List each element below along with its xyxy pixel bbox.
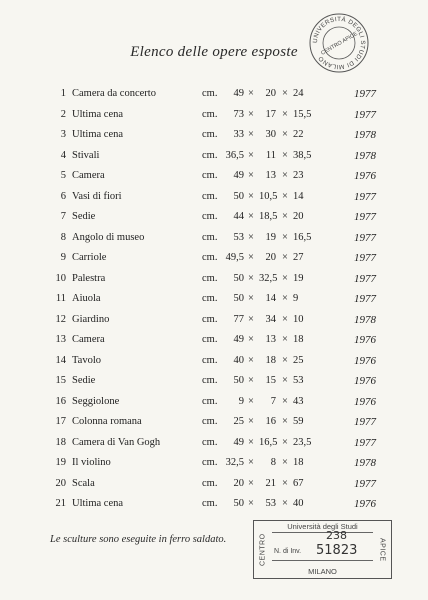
- work-year: 1976: [354, 375, 376, 387]
- times-sign: ×: [248, 170, 254, 181]
- work-number: 21: [55, 498, 66, 509]
- dimension-3: 27: [293, 252, 304, 263]
- work-row: [0, 211, 428, 232]
- work-row: [0, 191, 428, 212]
- dimension-3: 67: [293, 477, 304, 489]
- work-row: [0, 314, 428, 335]
- times-sign: ×: [248, 108, 254, 120]
- work-number: 17: [55, 416, 66, 427]
- dimension-1: 50: [233, 375, 244, 386]
- round-stamp-text: UNIVERSITÀ DEGLI STUDI DI MILANO: [311, 15, 367, 71]
- dimension-3: 9: [293, 293, 299, 304]
- work-title: Sedie: [72, 375, 96, 386]
- work-title: Scala: [72, 477, 95, 489]
- work-year: 1978: [354, 313, 376, 326]
- work-title: Giardino: [72, 313, 110, 325]
- times-sign: ×: [248, 129, 254, 140]
- work-number: 6: [60, 190, 66, 202]
- times-sign: ×: [282, 272, 288, 284]
- inventory-stamp: [253, 520, 392, 579]
- times-sign: ×: [282, 498, 288, 509]
- dimension-1: 20: [233, 477, 244, 489]
- times-sign: ×: [248, 252, 254, 263]
- times-sign: ×: [282, 252, 288, 263]
- dimension-2: 16,5: [259, 436, 278, 448]
- work-title: Il violino: [72, 457, 111, 468]
- dimension-1: 77: [233, 313, 244, 325]
- dimension-2: 16: [265, 416, 276, 427]
- times-sign: ×: [248, 293, 254, 304]
- dimension-1: 50: [233, 272, 244, 284]
- dimension-3: 24: [293, 88, 304, 99]
- work-row: [0, 478, 428, 499]
- work-year: 1978: [354, 129, 376, 141]
- work-title: Stivali: [72, 149, 100, 161]
- times-sign: ×: [282, 395, 288, 407]
- work-row: [0, 150, 428, 171]
- times-sign: ×: [248, 354, 254, 366]
- work-title: Camera: [72, 334, 105, 345]
- work-row: [0, 129, 428, 150]
- dimension-2: 18,5: [259, 211, 278, 222]
- dimension-prefix: cm.: [202, 129, 218, 140]
- stamp-inventory-number: 51823: [316, 543, 358, 558]
- dimension-2: 18: [265, 354, 276, 366]
- work-row: [0, 252, 428, 273]
- times-sign: ×: [282, 108, 288, 120]
- page-title: Elenco delle opere esposte: [130, 44, 298, 60]
- work-year: 1976: [354, 395, 376, 408]
- dimension-2: 19: [265, 231, 276, 243]
- dimension-2: 53: [265, 498, 276, 509]
- work-row: [0, 232, 428, 253]
- work-title: Camera di Van Gogh: [72, 436, 161, 448]
- dimension-2: 32,5: [259, 272, 278, 284]
- work-title: Sedie: [72, 211, 96, 222]
- dimension-3: 23: [293, 170, 304, 181]
- work-year: 1976: [354, 334, 376, 346]
- dimension-1: 25: [233, 416, 244, 427]
- dimension-prefix: cm.: [202, 457, 218, 468]
- dimension-1: 44: [233, 211, 244, 222]
- dimension-prefix: cm.: [202, 190, 218, 202]
- work-year: 1977: [354, 252, 376, 264]
- footnote: Le sculture sono eseguite in ferro saldato.: [50, 534, 227, 545]
- stamp-left-label: CENTRO: [259, 533, 267, 566]
- dimension-prefix: cm.: [202, 436, 218, 448]
- work-title: Colonna romana: [72, 416, 142, 427]
- work-number: 16: [55, 395, 66, 407]
- times-sign: ×: [248, 313, 254, 325]
- work-number: 20: [55, 477, 66, 489]
- work-number: 4: [60, 149, 66, 161]
- dimension-1: 9: [238, 395, 244, 407]
- work-year: 1977: [354, 211, 376, 223]
- work-row: [0, 437, 428, 458]
- work-number: 1: [60, 88, 66, 99]
- dimension-1: 49: [233, 170, 244, 181]
- work-year: 1978: [354, 457, 376, 469]
- dimension-prefix: cm.: [202, 293, 218, 304]
- work-row: [0, 375, 428, 396]
- work-number: 5: [60, 170, 66, 181]
- work-number: 10: [55, 272, 66, 284]
- times-sign: ×: [248, 477, 254, 489]
- work-title: Ultima cena: [72, 129, 124, 140]
- times-sign: ×: [248, 375, 254, 386]
- stamp-right-label: APICE: [378, 537, 386, 562]
- dimension-1: 40: [233, 354, 244, 366]
- work-row: [0, 457, 428, 478]
- stamp-inventory-label: N. di Inv.: [274, 548, 302, 555]
- work-title: Ultima cena: [72, 108, 124, 120]
- work-number: 7: [60, 211, 66, 222]
- times-sign: ×: [282, 354, 288, 366]
- work-row: [0, 355, 428, 376]
- dimension-3: 15,5: [293, 108, 312, 120]
- work-title: Camera da concerto: [72, 88, 156, 99]
- work-year: 1977: [354, 416, 376, 428]
- dimension-prefix: cm.: [202, 313, 218, 325]
- dimension-prefix: cm.: [202, 88, 218, 99]
- times-sign: ×: [248, 457, 254, 468]
- dimension-prefix: cm.: [202, 231, 218, 243]
- dimension-1: 53: [233, 231, 244, 243]
- dimension-3: 53: [293, 375, 304, 386]
- times-sign: ×: [282, 190, 288, 202]
- work-row: [0, 109, 428, 130]
- work-row: [0, 293, 428, 314]
- dimension-1: 50: [233, 190, 244, 202]
- dimension-2: 8: [270, 457, 276, 468]
- dimension-3: 25: [293, 354, 304, 366]
- dimension-3: 16,5: [293, 231, 312, 243]
- work-year: 1977: [354, 190, 376, 203]
- times-sign: ×: [282, 149, 288, 161]
- dimension-prefix: cm.: [202, 170, 218, 181]
- times-sign: ×: [282, 129, 288, 140]
- work-number: 15: [55, 375, 66, 386]
- work-row: [0, 170, 428, 191]
- times-sign: ×: [248, 231, 254, 243]
- work-title: Aiuola: [72, 293, 101, 304]
- dimension-2: 7: [270, 395, 276, 407]
- work-title: Camera: [72, 170, 105, 181]
- work-year: 1976: [354, 354, 376, 367]
- work-year: 1976: [354, 170, 376, 182]
- dimension-prefix: cm.: [202, 272, 218, 284]
- times-sign: ×: [282, 436, 288, 448]
- dimension-prefix: cm.: [202, 375, 218, 386]
- stamp-handwritten-number: 238: [326, 529, 347, 542]
- dimension-3: 43: [293, 395, 304, 407]
- work-title: Carriole: [72, 252, 107, 263]
- dimension-2: 13: [265, 170, 276, 181]
- dimension-3: 23,5: [293, 436, 312, 448]
- times-sign: ×: [282, 211, 288, 222]
- dimension-2: 20: [265, 252, 276, 263]
- times-sign: ×: [248, 88, 254, 99]
- dimension-1: 36,5: [225, 149, 244, 161]
- work-row: [0, 498, 428, 519]
- dimension-prefix: cm.: [202, 477, 218, 489]
- work-title: Tavolo: [72, 354, 102, 366]
- dimension-3: 14: [293, 190, 304, 202]
- dimension-1: 49: [233, 436, 244, 448]
- work-title: Seggiolone: [72, 395, 120, 407]
- work-title: Vasi di fiori: [72, 190, 122, 202]
- work-number: 8: [60, 231, 66, 243]
- work-row: [0, 88, 428, 109]
- dimension-prefix: cm.: [202, 416, 218, 427]
- dimension-2: 15: [265, 375, 276, 386]
- dimension-3: 22: [293, 129, 304, 140]
- dimension-prefix: cm.: [202, 252, 218, 263]
- dimension-2: 10,5: [259, 190, 278, 202]
- work-year: 1977: [354, 88, 376, 100]
- work-number: 12: [55, 313, 66, 325]
- dimension-prefix: cm.: [202, 211, 218, 222]
- work-row: [0, 273, 428, 294]
- dimension-3: 18: [293, 334, 304, 345]
- work-row: [0, 334, 428, 355]
- dimension-2: 13: [265, 334, 276, 345]
- dimension-3: 59: [293, 416, 304, 427]
- times-sign: ×: [282, 293, 288, 304]
- round-stamp-center: CENTRO APICE: [320, 31, 359, 57]
- work-number: 2: [60, 108, 66, 120]
- times-sign: ×: [282, 457, 288, 468]
- work-title: Angolo di museo: [72, 231, 145, 243]
- dimension-2: 21: [265, 477, 276, 489]
- times-sign: ×: [282, 170, 288, 181]
- work-number: 14: [55, 354, 66, 366]
- times-sign: ×: [248, 272, 254, 284]
- dimension-1: 49: [233, 88, 244, 99]
- work-year: 1977: [354, 231, 376, 244]
- work-row: [0, 416, 428, 437]
- dimension-2: 30: [265, 129, 276, 140]
- times-sign: ×: [248, 436, 254, 448]
- times-sign: ×: [248, 416, 254, 427]
- university-round-stamp: [308, 12, 370, 74]
- work-year: 1977: [354, 108, 376, 121]
- work-year: 1977: [354, 436, 376, 449]
- dimension-3: 38,5: [293, 149, 312, 161]
- work-year: 1977: [354, 293, 376, 305]
- dimension-1: 50: [233, 498, 244, 509]
- times-sign: ×: [248, 334, 254, 345]
- dimension-prefix: cm.: [202, 395, 218, 407]
- times-sign: ×: [248, 395, 254, 407]
- times-sign: ×: [248, 211, 254, 222]
- works-list: [0, 88, 428, 519]
- work-year: 1978: [354, 149, 376, 162]
- stamp-university: Università degli Studi: [272, 521, 373, 533]
- work-year: 1976: [354, 498, 376, 510]
- work-title: Palestra: [72, 272, 106, 284]
- times-sign: ×: [248, 190, 254, 202]
- dimension-2: 20: [265, 88, 276, 99]
- work-number: 19: [55, 457, 66, 468]
- work-title: Ultima cena: [72, 498, 124, 509]
- dimension-3: 10: [293, 313, 304, 325]
- work-number: 13: [55, 334, 66, 345]
- dimension-1: 49: [233, 334, 244, 345]
- dimension-3: 20: [293, 211, 304, 222]
- work-row: [0, 396, 428, 417]
- work-number: 9: [60, 252, 66, 263]
- dimension-1: 49,5: [225, 252, 244, 263]
- stamp-city: MILANO: [308, 567, 337, 576]
- dimension-3: 40: [293, 498, 304, 509]
- dimension-2: 14: [265, 293, 276, 304]
- dimension-2: 17: [265, 108, 276, 120]
- dimension-1: 50: [233, 293, 244, 304]
- times-sign: ×: [282, 88, 288, 99]
- dimension-2: 34: [265, 313, 276, 325]
- work-number: 3: [60, 129, 66, 140]
- dimension-3: 19: [293, 272, 304, 284]
- times-sign: ×: [282, 313, 288, 325]
- dimension-1: 73: [233, 108, 244, 120]
- times-sign: ×: [282, 416, 288, 427]
- dimension-1: 32,5: [225, 457, 244, 468]
- work-number: 18: [55, 436, 66, 448]
- dimension-3: 18: [293, 457, 304, 468]
- times-sign: ×: [248, 149, 254, 161]
- times-sign: ×: [282, 375, 288, 386]
- dimension-prefix: cm.: [202, 354, 218, 366]
- dimension-2: 11: [265, 149, 276, 161]
- times-sign: ×: [282, 231, 288, 243]
- work-number: 11: [55, 293, 66, 304]
- dimension-prefix: cm.: [202, 149, 218, 161]
- dimension-1: 33: [233, 129, 244, 140]
- dimension-prefix: cm.: [202, 334, 218, 345]
- times-sign: ×: [282, 334, 288, 345]
- work-year: 1977: [354, 477, 376, 490]
- dimension-prefix: cm.: [202, 108, 218, 120]
- times-sign: ×: [282, 477, 288, 489]
- dimension-prefix: cm.: [202, 498, 218, 509]
- work-year: 1977: [354, 272, 376, 285]
- times-sign: ×: [248, 498, 254, 509]
